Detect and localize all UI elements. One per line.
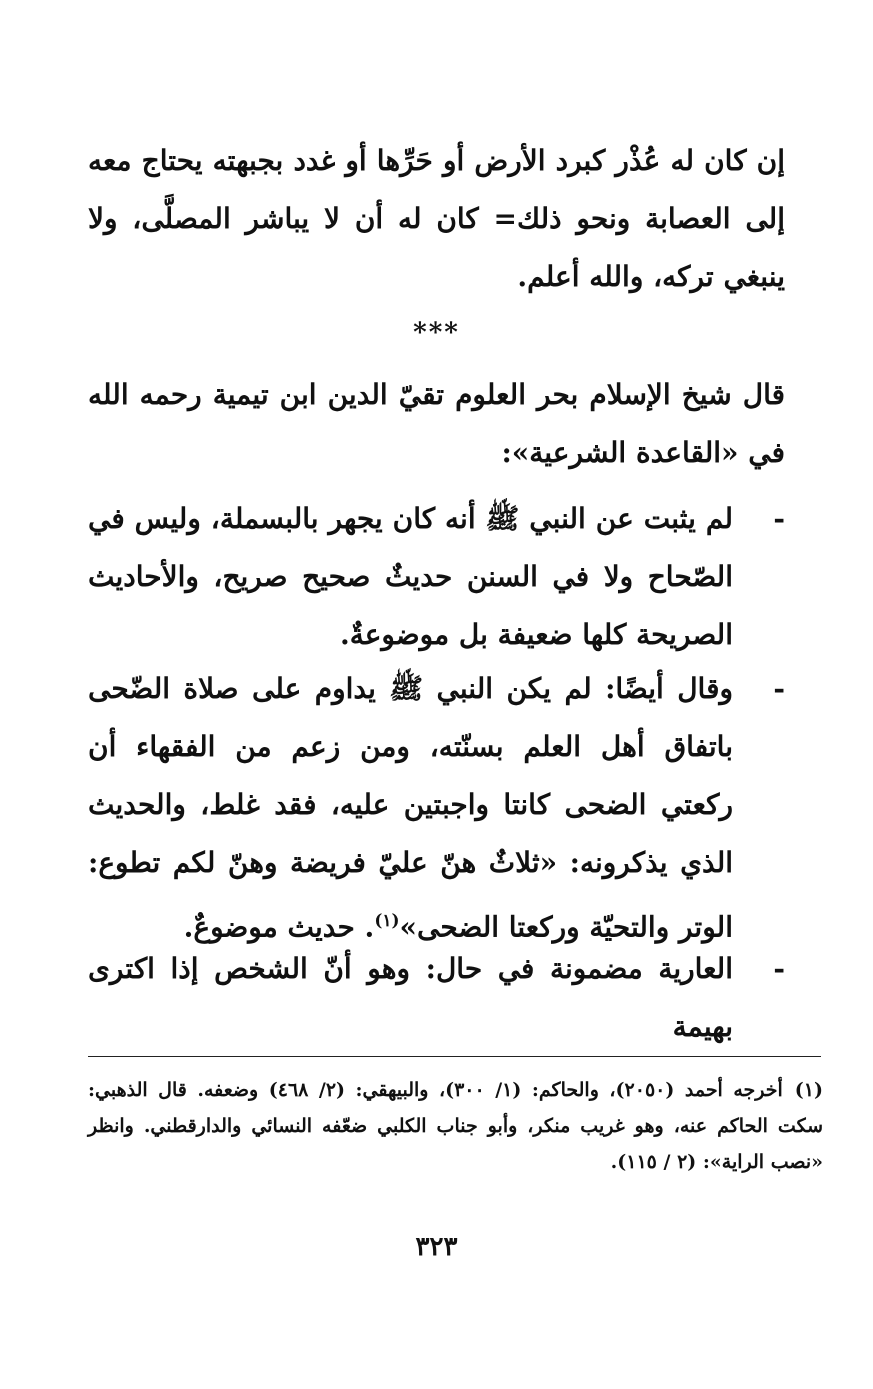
section-separator: *** — [413, 318, 460, 348]
page-number: ٣٢٣ — [415, 1232, 458, 1262]
bullet-marker: - — [773, 952, 785, 985]
bullet-item — [88, 490, 785, 664]
bullet-item — [88, 940, 785, 1056]
footnote — [88, 1072, 823, 1180]
bullet-marker: - — [773, 502, 785, 535]
bullet-text — [88, 660, 733, 956]
bullet-text: العارية مضمونة في حال: وهو أنّ الشخص إذا اكترى بهيمة — [88, 952, 733, 1043]
bullet-text-tail: . حديث موضوعٌ. — [183, 910, 375, 944]
bullet-item — [88, 660, 785, 956]
footnote-reference[interactable]: (١) — [374, 911, 400, 931]
footnote-text: أخرجه أحمد (٢٠٥٠)، والحاكم: (١/ ٣٠٠)، والبيهقي: (٢/ ٤٦٨) وضعفه. قال الذهبي: سكت الحاكم عنه، وهو غريب منكر، وأبو جناب الكلبي ضعّفه النسائي والدارقطني. وانظر «نصب الراية»: (٢ / ١١٥). — [88, 1079, 823, 1173]
footnote-divider — [88, 1056, 821, 1057]
bullet-marker: - — [773, 672, 785, 705]
bullet-text-main: وقال أيضًا: لم يكن النبي ﷺ يداوم على صلاة الضّحى باتفاق أهل العلم بسنّته، ومن زعم من الفقهاء أن ركعتي الضحى كانتا واجبتين عليه، فقد غلط، والحديث الذي يذكرونه: «ثلاثٌ هنّ عليّ فريضة وهنّ لكم تطوع: الوتر والتحيّة وركعتا الضحى» — [88, 672, 733, 944]
paragraph-intro: إن كان له عُذْر كبرد الأرض أو حَرِّها أو غدد بجبهته يحتاج معه إلى العصابة ونحو ذلك= كان له أن لا يباشر المصلَّى، ولا ينبغي تركه، والله أعلم. — [88, 144, 785, 293]
paragraph-quote-intro: قال شيخ الإسلام بحر العلوم تقيّ الدين ابن تيمية رحمه الله في «القاعدة الشرعية»: — [88, 378, 785, 469]
bullet-text: لم يثبت عن النبي ﷺ أنه كان يجهر بالبسملة، وليس في الصّحاح ولا في السنن حديثٌ صحيح صريح، والأحاديث الصريحة كلها ضعيفة بل موضوعةٌ. — [88, 502, 733, 651]
footnote-number: (١) — [794, 1079, 824, 1101]
